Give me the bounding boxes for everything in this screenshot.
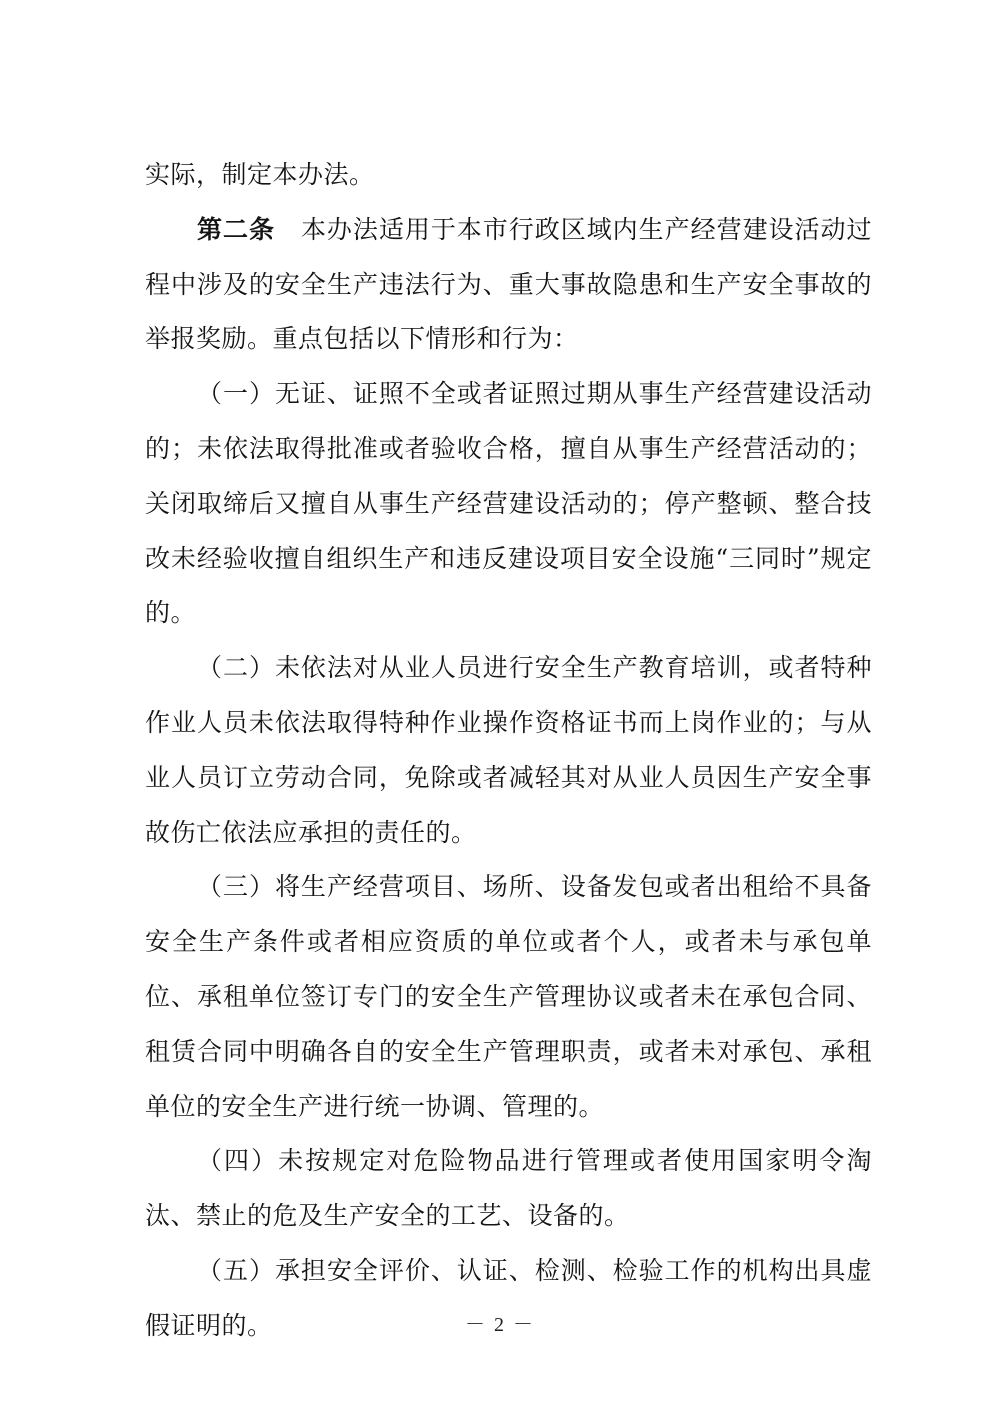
document-body [145, 148, 872, 1354]
paragraph-intro-end: 实际，制定本办法。 [145, 160, 375, 189]
paragraph-item-3: （三）将生产经营项目、场所、设备发包或者出租给不具备安全生产条件或者相应资质的单位或者个人，或者未与承包单位、承租单位签订专门的安全生产管理协议或者未在承包合同、租赁合同中明确各自的安全生产管理职责，或者未对承包、承租单位的安全生产进行统一协调、管理的。 [145, 872, 872, 1121]
article-heading: 第二条 [197, 214, 275, 244]
paragraph-article-2 [145, 203, 872, 367]
paragraph-item-5: （五）承担安全评价、认证、检测、检验工作的机构出具虚假证明的。 [145, 1255, 872, 1340]
paragraph-item-2: （二）未依法对从业人员进行安全生产教育培训，或者特种作业人员未依法取得特种作业操作资格证书而上岗作业的；与从业人员订立劳动合同，免除或者减轻其对从业人员因生产安全事故伤亡依法应承担的责任的。 [145, 653, 872, 847]
paragraph-item-4: （四）未按规定对危险物品进行管理或者使用国家明令淘汰、禁止的危及生产安全的工艺、设备的。 [145, 1146, 872, 1231]
paragraph-item-1: （一）无证、证照不全或者证照过期从事生产经营建设活动的；未依法取得批准或者验收合格，擅自从事生产经营活动的；关闭取缔后又擅自从事生产经营建设活动的；停产整顿、整合技改未经验收擅自组织生产和违反建设项目安全设施“三同时”规定的。 [145, 379, 872, 628]
article-2-text: 本办法适用于本市行政区域内生产经营建设活动过程中涉及的安全生产违法行为、重大事故隐患和生产安全事故的举报奖励。重点包括以下情形和行为： [145, 214, 872, 354]
page-number: － 2 － [465, 1314, 535, 1336]
